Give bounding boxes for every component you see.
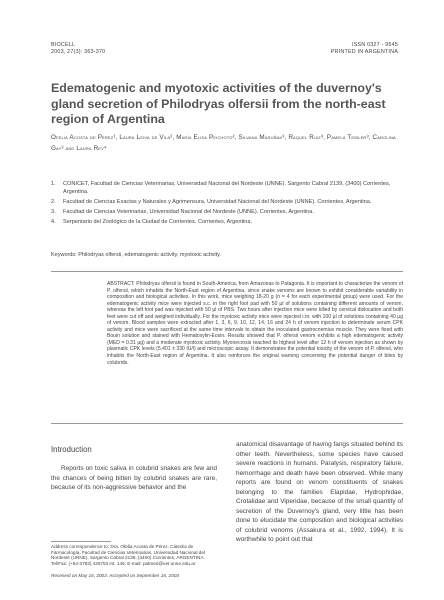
body-text-left: Reports on toxic saliva in colubrid snakes are few and the chances of being bitten by colubrid snakes are rare, because of its non-aggressive behavior and the (51, 465, 217, 491)
affiliation-number: 2. (51, 198, 56, 205)
footnote-divider (51, 541, 111, 542)
issn: ISSN 0327 - 9545 (351, 42, 398, 48)
affiliation-list (51, 181, 396, 229)
affiliation-text: Facultad de Ciencias Exactas y Naturales y Agrimensura, Universidad Nacional del Nordeste (UNNE). Corrientes, Argentina. (63, 198, 372, 205)
affiliation-item (51, 181, 396, 197)
divider (51, 423, 403, 424)
affiliation-item (51, 199, 396, 207)
abstract: ABSTRACT: Philodryas olfersii is found in South-America, from Amazonas to Patagonia. It is important to characterize the venom of P. olfersii, which inhabits the North-East region of Argentina, since snake venoms are known to exhibit considerable variability in composition and biological activities. In this work, mice weighing 18-20 g (n = 4 for each experimental group) were used. For the edematogenic activity mice were injected s.c. in the right foot pad with 50 µl of solutions containing different amounts of venom, whereas the left foot pad was injected with 50 µl of PBS. Two hours after injection mice were killed by cervical dislocation and both feet were cut off and weighed individually. For the myotoxic activity mice were injected i.m. with 100 µl of solutions containing 40 µg of venom. Blood samples were extracted after 1, 3, 6, 9, 10, 12, 14, 16 and 24 h of venom injection to determinate serum CPK activity and mice were sacrificed at the same time intervals to obtain the inoculated gastrocnemius muscle. They were fixed with Bouin solution and stained with Hematoxylin-Eosin. Results showed that P. olfersii venom exhibits a high edematogenic activity (MED = 0.31 µg) and a moderate myotoxic activity. Myonecrosis reached its highest level after 12 h of venom injection as shown by plasmatic CPK levels (5,401 ± 330 IU/l) and microscopic assay. It demonstrates the potential toxicity of the venom of P. olfersii, who inhabits the North-East region of Argentina. It also reinforces the original warning concerning the potential danger of bites by colubrids. (107, 281, 403, 366)
affiliation-text: Facultad de Ciencias Veterinarias, Universidad Nacional del Nordeste (UNNE). Corrientes, Argentina. (63, 208, 314, 215)
body-text-right: anatomical disavantage of having fangs situated behind its other teeth. Nevertheless, some species have caused severe reactions in humans. Paralysis, respiratory failure, hemorrhage and death have been observed. While many reports are found on venom constituents of snakes belonging to the families Elapidae, Hydrophidae, Crotalidae and Viperidae, because of the small quantity of secretion of the Duvernoy's gland, very little has been done to elucidate the composition and biological activities of colubrid venoms (Assakura et al., 1992, 1994). It is worthwhile to point out that (236, 441, 403, 543)
correspondence-footnote: Address correspondence to: Dra. Ofelia Acosta de Pérez. Cátedra de Farmacología. Facultad de Ciencias Veterinarias, Universidad Nacional del Nordeste (UNNE). Sargento Cabral 2139, (3400) Corrientes, ARGENTINA. Tel/Fax: (+54-3783) 425753 int. 146; E-mail: patmed@vet.unne.edu.ar (51, 544, 205, 566)
affiliation-number: 4. (51, 218, 56, 225)
paper-title: Edematogenic and myotoxic activities of the duvernoy's gland secretion of Philodryas olfersii from the north-east region of Argentina (51, 81, 386, 126)
affiliation-text: CONICET, Facultad de Ciencias Veterinarias, Universidad Nacional del Nordeste (UNNE). Sargento Cabral 2139, (3400) Corrientes, Argentina. (63, 181, 391, 195)
affiliation-item (51, 219, 396, 227)
journal-citation: 2003, 27(3): 363-370 (51, 49, 106, 55)
received-dates: Received on May 16, 2003. Accepted on September 16, 2003 (51, 573, 180, 578)
divider (51, 271, 403, 272)
issn-header (331, 42, 398, 56)
affiliation-item (51, 209, 396, 217)
affiliation-number: 1. (51, 181, 56, 187)
author-list (51, 133, 401, 154)
journal-name: BIOCELL (51, 42, 76, 48)
author-names: Ofelia Acosta de Pérez¹, Laura Leiva de Vila², María Elisa Peichoto², Silvana Maruñak³, Raquel Ruiz³, Pamela Teibler³, Carolina Gay³ and Laura Rey⁴ (51, 134, 396, 152)
printed-in: PRINTED IN ARGENTINA (330, 49, 398, 55)
affiliation-number: 3. (51, 208, 56, 215)
section-heading: Introduction (51, 445, 92, 454)
keywords: Keywords: Philodryas olfersii, edematogenic activity, myotoxic activity. (51, 252, 222, 258)
journal-header (51, 42, 105, 56)
affiliation-text: Serpentario del Zoológico de la Ciudad de Corrientes. Corrientes, Argentina. (63, 218, 253, 225)
